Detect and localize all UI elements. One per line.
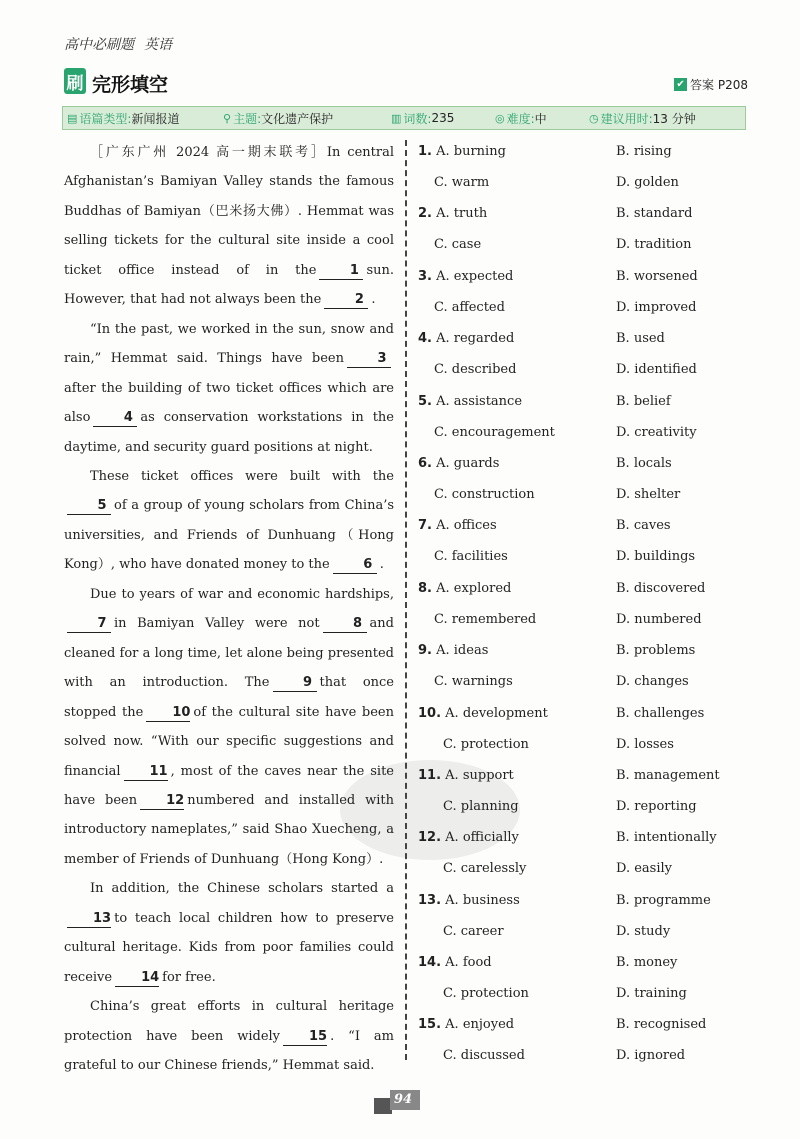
option-a[interactable]: A. offices <box>436 518 497 534</box>
option-b[interactable]: B. locals <box>616 455 672 471</box>
option-a[interactable]: A. officially <box>445 830 519 846</box>
answer-page: P208 <box>717 77 748 92</box>
question-3 <box>418 263 738 325</box>
book-icon: ▤ <box>67 111 78 125</box>
option-b[interactable]: B. programme <box>616 892 711 908</box>
option-b[interactable]: B. rising <box>616 144 672 159</box>
option-c[interactable]: C. protection <box>443 986 529 1002</box>
clock-icon: ◷ <box>589 111 599 125</box>
blank-8: 8 <box>323 616 367 633</box>
info-genre <box>67 110 223 127</box>
source-note: ［广东广州 2024 高一期末联考］ <box>90 145 327 160</box>
question-15 <box>418 1011 738 1073</box>
option-c[interactable]: C. career <box>443 923 504 939</box>
blank-9: 9 <box>273 675 317 692</box>
option-c[interactable]: C. facilities <box>434 549 508 565</box>
page-number: 94 <box>394 1092 413 1107</box>
question-8 <box>418 575 738 637</box>
question-2 <box>418 200 738 262</box>
blank-13: 13 <box>67 911 111 928</box>
option-d[interactable]: D. creativity <box>616 424 697 440</box>
word-count-label: 词数: <box>403 111 432 126</box>
question-9 <box>418 637 738 699</box>
paragraph-3: These ticket offices were built with the5 of a group of young scholars from China’s universities, and Friends of Dunhuang（Hong Kong）, who have donated money to the 6 . <box>64 468 394 573</box>
option-c[interactable]: C. case <box>434 237 482 253</box>
answer-label: 答案 <box>690 78 715 92</box>
options-list <box>418 138 738 1074</box>
option-a[interactable]: A. assistance <box>436 393 523 409</box>
question-number: 12. <box>418 830 442 846</box>
option-a[interactable]: A. ideas <box>436 643 489 659</box>
option-b[interactable]: B. management <box>616 767 720 783</box>
search-icon: ⚲ <box>223 111 232 125</box>
question-number: 2. <box>418 206 432 222</box>
option-d[interactable]: D. identified <box>616 362 697 378</box>
option-c[interactable]: C. warnings <box>434 674 513 690</box>
option-c[interactable]: C. carelessly <box>443 861 527 877</box>
question-number: 14. <box>418 955 442 971</box>
genre-label: 语篇类型: <box>79 111 132 126</box>
option-d[interactable]: D. easily <box>616 861 672 877</box>
option-d[interactable]: D. reporting <box>616 798 697 814</box>
genre-value: 新闻报道 <box>131 111 180 126</box>
paragraph-4: Due to years of war and economic hardships,7 in Bamiyan Valley were not 8 and cleaned for a long time, let alone being presented with an introduction. The 9 that once stopped the 10 of the cultural site have been solved now. “With our specific suggestions and financial 11 , most of the caves near the site have been 12 numbered and installed with introductory nameplates,” said Shao Xuecheng, a member of Friends of Dunhuang（Hong Kong）. <box>64 586 395 867</box>
option-b[interactable]: B. recognised <box>616 1017 707 1033</box>
question-number: 9. <box>418 643 432 659</box>
option-b[interactable]: B. standard <box>616 206 693 222</box>
subject-label: 英语 <box>144 37 172 53</box>
option-c[interactable]: C. warm <box>434 175 490 190</box>
option-d[interactable]: D. study <box>616 923 671 939</box>
question-number: 10. <box>418 705 442 721</box>
option-a[interactable]: A. business <box>445 892 520 908</box>
blank-10: 10 <box>146 705 190 722</box>
difficulty-icon: ◎ <box>495 111 505 125</box>
question-7 <box>418 512 738 574</box>
option-d[interactable]: D. training <box>616 986 687 1002</box>
info-bar <box>62 106 746 130</box>
paragraph-1: ［广东广州 2024 高一期末联考］In central Afghanistan’s Bamiyan Valley stands the famous Buddhas of Bamiyan（巴米扬大佛）. Hemmat was selling tickets for the cultural site inside a cool ticket office instead of in the 1 sun. However, that had not always been the 2 . <box>64 145 394 308</box>
info-word-count <box>391 110 495 127</box>
option-c[interactable]: C. encouragement <box>434 424 555 440</box>
option-d[interactable]: D. improved <box>616 299 697 315</box>
option-d[interactable]: D. numbered <box>616 611 702 627</box>
blank-3: 3 <box>347 351 391 368</box>
option-b[interactable]: B. discovered <box>616 580 706 596</box>
word-count-value: 235 <box>431 111 455 125</box>
blank-6: 6 <box>333 557 377 574</box>
question-number: 15. <box>418 1017 442 1033</box>
option-a[interactable]: A. regarded <box>436 331 515 347</box>
question-number: 6. <box>418 455 432 471</box>
question-6 <box>418 450 738 512</box>
blank-1: 1 <box>319 263 363 280</box>
question-number: 3. <box>418 268 432 284</box>
option-d[interactable]: D. buildings <box>616 549 696 565</box>
option-a[interactable]: A. support <box>445 767 514 783</box>
answer-reference <box>674 76 748 93</box>
info-time <box>589 110 696 127</box>
paragraph-2: “In the past, we worked in the sun, snow and rain,” Hemmat said. Things have been 3after the building of two ticket offices which are also 4 as conservation workstations in the daytime, and security guard positions at night. <box>64 321 394 455</box>
option-c[interactable]: C. construction <box>434 486 535 502</box>
topic-value: 文化遗产保护 <box>261 111 334 126</box>
page-number-badge <box>374 1090 424 1118</box>
count-icon: ▥ <box>391 111 402 125</box>
question-14 <box>418 949 738 1011</box>
cloze-passage <box>64 138 394 1081</box>
difficulty-label: 难度: <box>506 111 535 126</box>
option-b[interactable]: B. intentionally <box>616 830 717 846</box>
option-c[interactable]: C. planning <box>443 798 519 814</box>
question-4 <box>418 325 738 387</box>
question-number: 4. <box>418 331 432 347</box>
question-number: 7. <box>418 518 432 534</box>
option-a[interactable]: A. explored <box>436 580 512 596</box>
option-a[interactable]: A. truth <box>436 206 488 222</box>
question-12 <box>418 824 738 886</box>
paragraph-6: China’s great efforts in cultural heritage protection have been widely 15 . “I am grateful to our Chinese friends,” Hemmat said. <box>64 999 394 1074</box>
check-icon: ✔ <box>674 78 687 91</box>
section-header <box>64 68 748 100</box>
option-c[interactable]: C. remembered <box>434 611 537 627</box>
blank-12: 12 <box>140 793 184 810</box>
book-header <box>64 34 172 54</box>
question-number: 13. <box>418 892 442 908</box>
blank-4: 4 <box>93 410 137 427</box>
option-a[interactable]: A. expected <box>436 268 514 284</box>
option-c[interactable]: C. protection <box>443 736 529 752</box>
question-1 <box>418 138 738 200</box>
blank-7: 7 <box>67 616 111 633</box>
paragraph-5: In addition, the Chinese scholars started a13 to teach local children how to preserve cultural heritage. Kids from poor families could receive 14 for free. <box>64 881 394 985</box>
option-a[interactable]: A. guards <box>436 455 500 471</box>
question-number: 5. <box>418 393 432 409</box>
option-d[interactable]: D. losses <box>616 736 674 752</box>
question-number: 1. <box>418 144 432 159</box>
option-d[interactable]: D. changes <box>616 674 689 690</box>
info-topic <box>223 110 391 127</box>
option-b[interactable]: B. caves <box>616 518 671 534</box>
book-title: 高中必刷题 <box>64 37 134 53</box>
topic-label: 主题: <box>233 111 262 126</box>
blank-11: 11 <box>124 764 168 781</box>
option-b[interactable]: B. problems <box>616 643 696 659</box>
option-b[interactable]: B. worsened <box>616 268 698 284</box>
option-a[interactable]: A. burning <box>436 144 506 159</box>
blank-14: 14 <box>115 970 159 987</box>
option-a[interactable]: A. food <box>445 955 492 971</box>
option-d[interactable]: D. shelter <box>616 486 681 502</box>
time-label: 建议用时: <box>600 111 653 126</box>
question-10 <box>418 700 738 762</box>
option-b[interactable]: B. challenges <box>616 705 705 721</box>
option-b[interactable]: B. used <box>616 331 665 347</box>
time-value: 13 分钟 <box>652 111 696 126</box>
option-d[interactable]: D. ignored <box>616 1048 686 1064</box>
brand-icon: 刷 <box>64 68 86 94</box>
blank-15: 15 <box>283 1029 327 1046</box>
option-d[interactable]: D. tradition <box>616 237 692 253</box>
question-number: 11. <box>418 767 442 783</box>
option-b[interactable]: B. belief <box>616 393 671 409</box>
question-13 <box>418 887 738 949</box>
option-c[interactable]: C. discussed <box>443 1048 525 1064</box>
option-c[interactable]: C. described <box>434 362 517 378</box>
question-5 <box>418 388 738 450</box>
question-11 <box>418 762 738 824</box>
difficulty-value: 中 <box>534 111 547 126</box>
option-c[interactable]: C. affected <box>434 299 505 315</box>
option-a[interactable]: A. development <box>445 705 548 721</box>
section-title: 完形填空 <box>92 74 169 96</box>
blank-5: 5 <box>67 498 111 515</box>
option-a[interactable]: A. enjoyed <box>445 1017 515 1033</box>
option-b[interactable]: B. money <box>616 955 678 971</box>
info-difficulty <box>495 110 589 127</box>
question-number: 8. <box>418 580 432 596</box>
blank-2: 2 <box>324 292 368 309</box>
option-d[interactable]: D. golden <box>616 175 679 190</box>
column-divider <box>405 140 407 1060</box>
